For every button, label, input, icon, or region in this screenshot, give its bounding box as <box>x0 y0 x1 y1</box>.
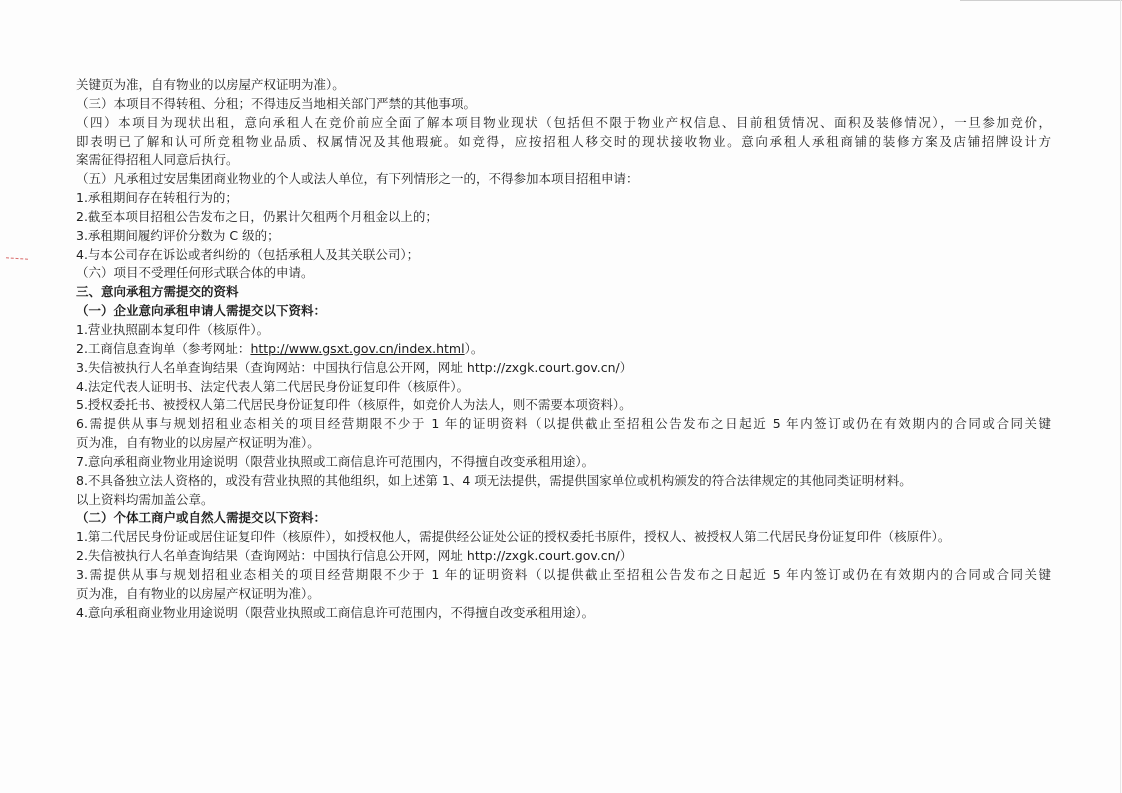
text-line: 1.第二代居民身份证或居住证复印件（核原件），如授权他人，需提供经公证处公证的授权委托书原件，授权人、被授权人第二代居民身份证复印件（核原件）。 <box>76 529 951 545</box>
text-line: 5.授权委托书、被授权人第二代居民身份证复印件（核原件，如竞价人为法人，则不需要本项资料）。 <box>76 397 632 413</box>
text-line: 案需征得招租人同意后执行。 <box>76 152 239 168</box>
text-line <box>76 340 1051 359</box>
text-line: （六）项目不受理任何形式联合体的申请。 <box>76 265 314 281</box>
text-line: 8.不具备独立法人资格的，或没有营业执照的其他组织，如上述第 1、4 项无法提供，需提供国家单位或机构颁发的符合法律规定的其他同类证明材料。 <box>76 472 912 488</box>
text-line: 4.法定代表人证明书、法定代表人第二代居民身份证复印件（核原件）。 <box>76 378 470 394</box>
text-line: 2.截至本项目招租公告发布之日，仍累计欠租两个月租金以上的； <box>76 208 438 224</box>
text-line: 6.需提供从事与规划招租业态相关的项目经营期限不少于 1 年的证明资料（以提供截止至招租公告发布之日起近 5 年内签订或仍在有效期内的合同或合同关键 <box>76 416 1051 432</box>
scan-edge-top <box>960 0 1122 1</box>
text-line: （四）本项目为现状出租，意向承租人在竞价前应全面了解本项目物业现状（包括但不限于物业产权信息、目前租赁情况、面积及装修情况），一旦参加竞价， <box>76 114 1051 130</box>
text-line: 以上资料均需加盖公章。 <box>76 491 214 507</box>
text-line: 1.承租期间存在转租行为的； <box>76 190 238 206</box>
text-line: （五）凡承租过安居集团商业物业的个人或法人单位，有下列情形之一的，不得参加本项目招租申请： <box>76 171 639 187</box>
gsxt-link[interactable]: http://www.gsxt.gov.cn/index.html <box>250 340 465 356</box>
subsection-heading: （二）个体工商户或自然人需提交以下资料： <box>76 510 327 526</box>
text-line: 4.与本公司存在诉讼或者纠纷的（包括承租人及其关联公司）； <box>76 246 420 262</box>
text-line: 1.营业执照副本复印件（核原件）。 <box>76 321 270 337</box>
subsection-heading: （一）企业意向承租申请人需提交以下资料： <box>76 303 327 319</box>
text-line: 3.承租期间履约评价分数为 C 级的； <box>76 227 280 243</box>
text-suffix: ）。 <box>464 340 484 356</box>
text-line: 关键页为准，自有物业的以房屋产权证明为准）。 <box>76 77 345 92</box>
text-line: 4.意向承租商业物业用途说明（限营业执照或工商信息许可范围内，不得擅自改变承租用途）。 <box>76 604 595 620</box>
text-line: 3.失信被执行人名单查询结果（查询网站：中国执行信息公开网，网址 http://zxgk.court.gov.cn/） <box>76 359 633 375</box>
text-line: 即表明已了解和认可所竞租物业品质、权属情况及其他瑕疵。如竞得，应按招租人移交时的现状接收物业。意向承租人承租商铺的装修方案及店铺招牌设计方 <box>76 133 1051 149</box>
scan-pen-mark <box>6 257 28 260</box>
section-heading: 三、意向承租方需提交的资料 <box>76 284 239 300</box>
text-prefix: 2.工商信息查询单（参考网址： <box>76 340 251 356</box>
text-line: （三）本项目不得转租、分租；不得违反当地相关部门严禁的其他事项。 <box>76 95 477 111</box>
text-line: 页为准，自有物业的以房屋产权证明为准）。 <box>76 435 320 451</box>
text-line: 7.意向承租商业物业用途说明（限营业执照或工商信息许可范围内，不得擅自改变承租用途）。 <box>76 453 595 469</box>
document-body <box>76 76 1051 622</box>
scan-edge-right <box>1120 0 1121 793</box>
text-line: 2.失信被执行人名单查询结果（查询网站：中国执行信息公开网，网址 http://zxgk.court.gov.cn/） <box>76 548 633 564</box>
text-line: 3.需提供从事与规划招租业态相关的项目经营期限不少于 1 年的证明资料（以提供截止至招租公告发布之日起近 5 年内签订或仍在有效期内的合同或合同关键 <box>76 566 1051 582</box>
text-line: 页为准，自有物业的以房屋产权证明为准）。 <box>76 585 320 601</box>
